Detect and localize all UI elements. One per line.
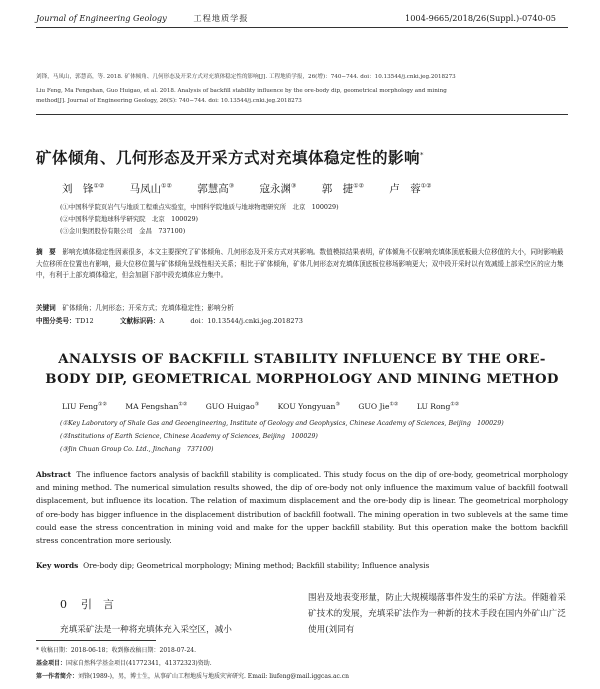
footnote-fund-text: 国家自然科学基金项目(41772341，41372323)资助. (66, 660, 212, 667)
citation-en-line1: Liu Feng, Ma Fengshan, Guo Huigao, et al. 2018. Analysis of backfill stability influence by the ore-body dip, geometrical morphology and mining (36, 88, 447, 94)
section-title: 引 言 (81, 598, 114, 611)
author-cn-name: 郭慧高 (197, 183, 229, 195)
clc-value: TD12 (75, 317, 94, 325)
running-header (36, 13, 566, 24)
author-cn (62, 183, 104, 195)
keywords-en-label: Key words (36, 561, 79, 570)
author-en-sup: ①② (389, 401, 399, 407)
title-cn (36, 146, 424, 168)
title-cn-footnote-mark: * (420, 150, 425, 159)
affiliation-cn-2: (②中国科学院地球科学研究院 北京 100029) (60, 215, 199, 223)
footnote-author-label: 第一作者简介： (36, 673, 79, 680)
section-number: 0 (60, 598, 67, 611)
author-en-sup: ③ (335, 401, 340, 407)
affiliation-en-3: (③Jin Chuan Group Co. Ltd., Jinchang 737100) (60, 446, 214, 453)
keywords-cn-label: 关键词 (36, 304, 56, 312)
keywords-cn-text: 矿体倾角；几何形态；开采方式；充填体稳定性；影响分析 (62, 304, 234, 312)
author-en (62, 402, 107, 411)
author-en-name: LIU Feng (62, 401, 98, 411)
keywords-cn (36, 303, 568, 315)
author-cn-sup: ①② (353, 182, 364, 190)
header-rule (36, 27, 568, 28)
author-en-name: GUO Huigao (205, 401, 255, 411)
citation-en-line2: method[J]. Journal of Engineering Geology, 26(S): 740−744. doi: 10.13544/j.cnki.jeg.2018273 (36, 98, 302, 104)
author-cn-name: 卢 蓉 (389, 183, 421, 195)
author-cn-name: 刘 锋 (62, 183, 94, 195)
doi-value: 10.13544/j.cnki.jeg.2018273 (207, 317, 303, 325)
author-en-name: MA Fengshan (125, 401, 179, 411)
abstract-cn-text: 影响充填体稳定性因素很多，本文主要探究了矿体倾角、几何形态及开采方式对其影响。数值模拟结果表明，矿体倾角不仅影响充填体顶底板最大位移值的大小，同时影响最大位移所在位置也有影响，最大位移位置与矿体倾角呈线性相关关系；相比于矿体倾角，矿体几何形态对充填体顶底板位移场影响更大；双中段开采时以有效减缓上部采空区的应力集中，有利于上部充填体稳定，但会加剧下部中段充填体应力集中。 (36, 248, 564, 279)
abstract-cn-label: 摘 要 (36, 248, 56, 256)
abstract-en-text: The influence factors analysis of backfill stability is complicated. This study focus on the dip of ore-body, geometrical morphology and mining method. The numerical simulation results showed, the dip of ore-body not only influence the maximum value of backfill footwall displacement, but influence its location. The relation of maximum displacement and the ore-body dip is linear. The geometrical morphology of ore-body has bigger influence in the displacement distribution of backfill footwall. The mining operation in two sublevels at the same time could ease the stress concentration in mining void and make for the upper backfill stability. But this operation make the bottom backfill stress concentration more seriously. (36, 470, 568, 546)
author-cn-sup: ③ (228, 182, 235, 190)
clc-label: 中图分类号： (36, 317, 76, 325)
author-cn (389, 183, 431, 195)
intro-text-right: 围岩及地表变形量，防止大规模塌落事件发生的采矿方法。伴随着采矿技术的发展，充填采矿法作为一种新的技术手段在国内外矿山广泛使用(刘同有 (308, 593, 566, 635)
author-en-name: KOU Yongyuan (277, 401, 336, 411)
doc-code-label: 文献标识码： (119, 317, 160, 325)
citation-rule (36, 114, 568, 115)
author-en-name: GUO Jie (358, 401, 390, 411)
author-cn-sup: ①② (161, 182, 172, 190)
author-cn-sup: ①② (420, 182, 432, 190)
affiliation-en-2: (②Institutions of Earth Science, Chinese Academy of Sciences, Beijing 100029) (60, 433, 318, 440)
author-en-sup: ①② (97, 401, 107, 407)
author-en (206, 402, 260, 411)
classification-line (36, 316, 568, 328)
author-en (417, 402, 459, 411)
footnote-fund-label: 基金项目： (36, 660, 67, 667)
title-cn-text: 矿体倾角、几何形态及开采方式对充填体稳定性的影响 (36, 149, 421, 167)
doi-label: doi： (190, 317, 208, 325)
intro-text-left: 充填采矿法是一种将充填体充入采空区，减小 (60, 625, 232, 635)
author-cn-sup: ③ (290, 182, 297, 190)
affiliation-en-1: (①Key Laboratory of Shale Gas and Geoengineering, Institute of Geology and Geophysics, Chinese Academy of Sciences, Beijing 100029) (60, 420, 504, 427)
author-cn-sup: ①② (93, 182, 105, 190)
keywords-en (36, 561, 429, 570)
author-cn (259, 183, 296, 195)
author-cn (130, 183, 172, 195)
title-en: ANALYSIS OF BACKFILL STABILITY INFLUENCE BY THE ORE-BODY DIP, GEOMETRICAL MORPHOLOGY AND MINING METHOD (45, 352, 559, 387)
journal-name-cn: 工程地质学报 (193, 13, 249, 23)
author-en-sup: ③ (254, 401, 260, 407)
abstract-en (36, 468, 568, 547)
authors-cn (62, 181, 454, 196)
footnote-rule (36, 640, 156, 641)
author-en-name: LU Rong (416, 401, 451, 411)
author-en (125, 402, 187, 411)
author-cn (197, 183, 234, 195)
issue-info: 1004-9665/2018/26(Suppl.)-0740-05 (405, 13, 556, 23)
author-en (278, 402, 340, 411)
author-cn-name: 马凤山 (129, 183, 162, 195)
author-cn-name: 寇永渊 (259, 183, 291, 195)
author-en-sup: ①② (450, 401, 460, 407)
section-heading (60, 596, 128, 612)
footnote-received: * 收稿日期：2018-06-18；收到修改稿日期：2018-07-24. (36, 647, 197, 654)
footnote-fund (36, 659, 212, 669)
abstract-cn (36, 247, 568, 282)
author-en (358, 402, 398, 411)
authors-en (62, 401, 475, 411)
affiliation-cn-1: (①中国科学院页岩气与地质工程重点实验室，中国科学院地质与地球物理研究所 北京 100029) (60, 203, 339, 211)
author-en-sup: ①② (178, 401, 188, 407)
author-cn-name: 郭 捷 (321, 183, 354, 195)
doc-code-value: A (159, 317, 165, 325)
footnote-author-text: 刘锋(1989-)，男，博士生，从事矿山工程地质与地质灾害研究. Email: liufeng@mail.iggcas.ac.cn (78, 673, 350, 680)
affiliation-cn-3: (③金川集团股份有限公司 金昌 737100) (60, 227, 186, 235)
author-cn (322, 183, 364, 195)
footnote-author (36, 672, 349, 682)
abstract-en-label: Abstract (36, 470, 72, 479)
citation-cn: 刘锋，马凤山，郭慧高，等. 2018. 矿体倾角、几何形态及开采方式对充填体稳定性的影响[J]. 工程地质学报，26(增)：740−744. doi：10.13544/j.cnki.jeg.2018273 (36, 74, 456, 80)
keywords-en-text: Ore-body dip; Geometrical morphology; Mining method; Backfill stability; Influence analysis (83, 561, 430, 570)
journal-name: Journal of Engineering Geology (36, 13, 167, 23)
